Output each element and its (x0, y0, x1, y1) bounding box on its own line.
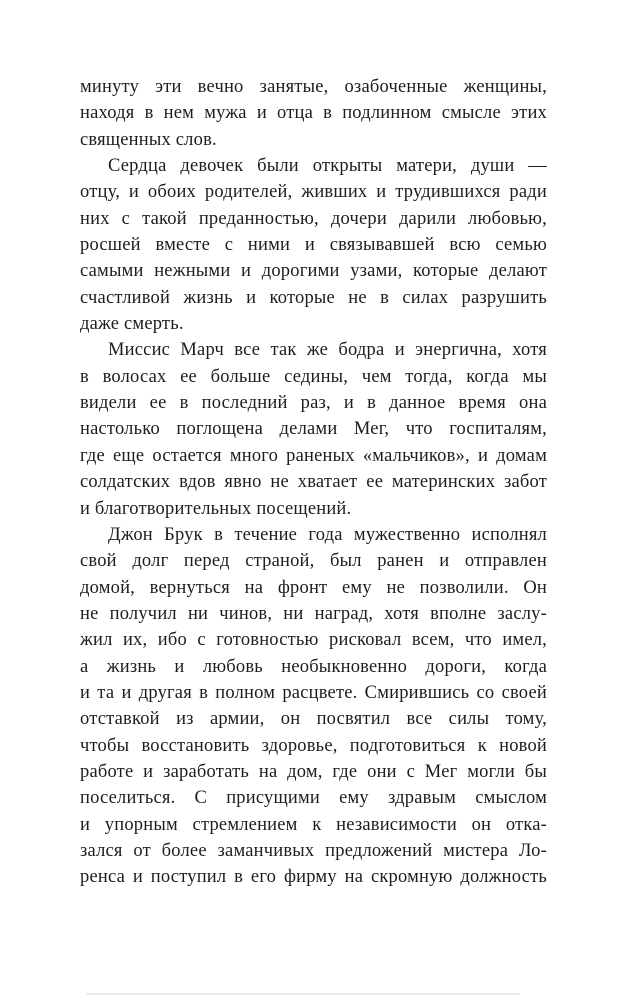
text-line: росшей вместе с ними и связывавшей всю семью (80, 235, 547, 256)
text-line: отцу, и обоих родителей, живших и трудившихся ради (80, 182, 547, 203)
text-line: них с такой преданностью, дочери дарили любовью, (80, 208, 547, 229)
text-line: ренса и поступил в его фирму на скромную должность (80, 867, 547, 888)
text-line: Джон Брук в течение года мужественно исполнял (108, 524, 547, 545)
text-line: настолько поглощена делами Мег, что госпиталям, (80, 419, 547, 440)
text-line: жил их, ибо с готовностью рисковал всем, что имел, (80, 630, 547, 651)
text-line: не получил ни чинов, ни наград, хотя вполне заслу- (80, 603, 547, 624)
paragraph (80, 153, 547, 337)
text-line: поселиться. С присущими ему здравым смыслом (80, 788, 547, 809)
text-line: находя в нем мужа и отца в подлинном смысле этих (80, 103, 547, 124)
text-line: самыми нежными и дорогими узами, которые делают (80, 261, 547, 282)
text-line: минуту эти вечно занятые, озабоченные женщины, (80, 77, 547, 97)
text-line: домой, вернуться на фронт ему не позволили. Он (80, 577, 547, 598)
text-line: отставкой из армии, он посвятил все силы тому, (80, 709, 547, 730)
text-line: священных слов. (80, 129, 217, 150)
text-line: и та и другая в полном расцвете. Смирившись со своей (80, 682, 547, 703)
page-bottom-edge-artifact (86, 993, 520, 995)
text-line: счастливой жизнь и которые не в силах разрушить (80, 287, 547, 308)
text-line: и благотворительных посещений. (80, 498, 352, 519)
text-line: а жизнь и любовь необыкновенно дороги, когда (80, 656, 547, 677)
text-line: Сердца девочек были открыты матери, души — (108, 156, 547, 177)
text-line: чтобы восстановить здоровье, подготовиться к новой (80, 735, 547, 756)
text-line: Миссис Марч все так же бодра и энергична, хотя (108, 340, 547, 361)
book-page-text (80, 74, 547, 891)
text-line: зался от более заманчивых предложений мистера Ло- (80, 840, 547, 861)
text-line: даже смерть. (80, 314, 184, 335)
text-line: работе и заработать на дом, где они с Мег могли бы (80, 761, 547, 782)
paragraph (80, 74, 547, 153)
text-line: свой долг перед страной, был ранен и отправлен (80, 551, 547, 572)
text-line: солдатских вдов явно не хватает ее материнских забот (80, 472, 547, 493)
text-line: в волосах ее больше седины, чем тогда, когда мы (80, 366, 547, 387)
paragraph (80, 337, 547, 521)
paragraph (80, 522, 547, 891)
text-line: где еще остается много раненых «мальчиков», и домам (80, 445, 547, 466)
text-line: видели ее в последний раз, и в данное время она (80, 393, 547, 414)
text-line: и упорным стремлением к независимости он отка- (80, 814, 547, 835)
